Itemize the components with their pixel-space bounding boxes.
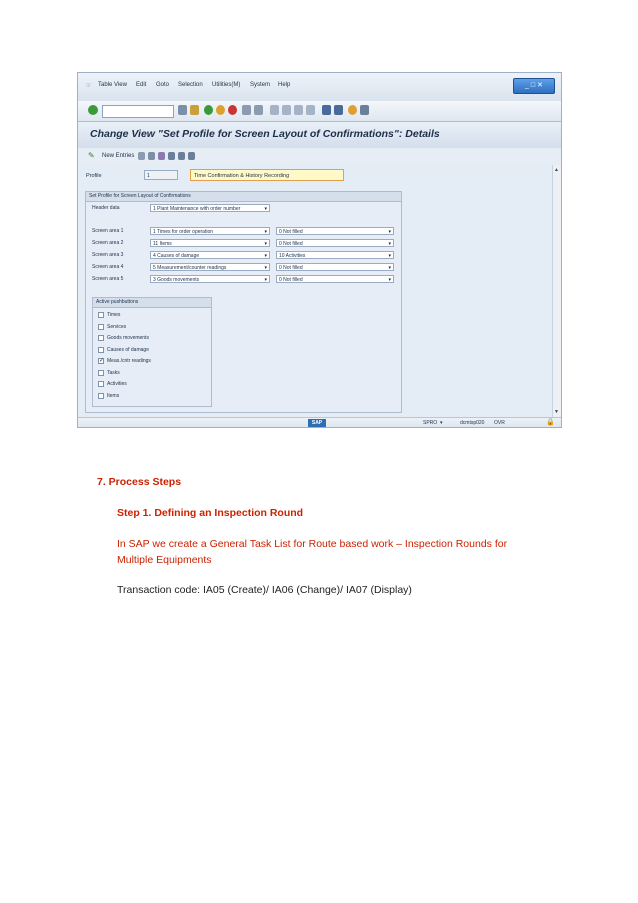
paragraph-line-2: Multiple Equipments [117,554,212,566]
checkbox-activities[interactable] [98,381,104,387]
step-heading: Step 1. Defining an Inspection Round [117,507,304,519]
screen-area-2-left-select[interactable]: 11 Items ▾ [150,239,270,247]
checkbox-meas-cntr-readings-label: Meas./cntr readings [107,358,151,364]
status-transaction: SPRO [423,420,438,426]
work-area [78,165,555,417]
scroll-down-icon[interactable]: ▼ [554,409,559,415]
exit-icon[interactable] [216,105,225,115]
checkbox-activities-label: Activities [107,381,127,387]
first-page-icon[interactable] [270,105,279,115]
menu-goto[interactable]: Goto [156,82,170,88]
header-data-label: Header data [92,205,120,211]
status-server: dcmtsp020 [460,420,485,426]
screen-area-3-left-select[interactable]: 4 Causes of damage ▾ [150,251,270,259]
checkbox-causes-of-damage[interactable] [98,347,104,353]
checkbox-goods-movements[interactable] [98,335,104,341]
prev-entry-icon[interactable] [168,152,175,160]
paragraph-line-1: In SAP we create a General Task List for Route based work – Inspection Rounds for [117,538,508,550]
screen-area-1-right-select[interactable]: 0 Not filled ▾ [276,227,394,235]
command-field[interactable] [102,105,174,118]
new-entries-icon[interactable]: ✎ [88,151,95,160]
undo-icon[interactable] [158,152,165,160]
menu-utilities[interactable]: Utilities(M) [212,82,241,88]
checkbox-goods-movements-label: Goods movements [107,335,149,341]
menu-help[interactable]: Help [278,82,291,88]
next-entry-icon[interactable] [178,152,185,160]
cancel-icon[interactable] [228,105,237,115]
scroll-up-icon[interactable]: ▲ [554,167,559,173]
status-dropdown-icon[interactable]: ▾ [440,420,443,426]
screen-area-3-label: Screen area 3 [92,252,124,258]
screen-title: Change View "Set Profile for Screen Layout of Confirmations": Details [90,128,440,140]
checkbox-items[interactable] [98,393,104,399]
active-pushbuttons-group [92,297,212,407]
menu-selection[interactable]: Selection [178,82,203,88]
profile-settings-group [85,191,402,413]
window-icon[interactable] [334,105,343,115]
delete-icon[interactable] [148,152,155,160]
menu-icon[interactable]: ☞ [86,83,92,89]
status-bar [78,417,561,428]
find-icon[interactable] [254,105,263,115]
checkbox-meas-cntr-readings[interactable]: ✓ [99,358,105,364]
status-mode: OVR [494,420,505,426]
checkbox-times[interactable] [98,312,104,318]
help-icon[interactable] [348,105,357,115]
sap-screenshot [77,72,562,428]
screen-area-5-left-select[interactable]: 3 Goods movements ▾ [150,275,270,283]
checkbox-services[interactable] [98,324,104,330]
enter-icon[interactable] [88,105,98,115]
vertical-scrollbar[interactable] [552,165,561,417]
save-icon[interactable] [178,105,187,115]
copy-icon[interactable] [138,152,145,160]
profile-description-field[interactable]: Time Confirmation & History Recording [190,169,344,181]
checkbox-causes-of-damage-label: Causes of damage [107,347,149,353]
system-toolbar [78,101,561,122]
screen-area-1-label: Screen area 1 [92,228,124,234]
menu-table-view[interactable]: Table View [98,82,127,88]
checkbox-tasks[interactable] [98,370,104,376]
last-page-icon[interactable] [306,105,315,115]
section-heading: 7. Process Steps [97,476,182,488]
screen-area-5-label: Screen area 5 [92,276,124,282]
screen-area-5-right-select[interactable]: 0 Not filled ▾ [276,275,394,283]
screen-area-4-left-select[interactable]: 5 Measurement/counter readings ▾ [150,263,270,271]
checkbox-times-label: Times [107,312,121,318]
header-data-select[interactable]: 1 Plant Maintenance with order number ▾ [150,204,270,212]
other-entry-icon[interactable] [188,152,195,160]
window-controls[interactable]: _ □ ✕ [513,78,555,94]
layout-icon[interactable] [322,105,331,115]
lock-icon: 🔒 [546,419,555,426]
menu-edit[interactable]: Edit [136,82,147,88]
screen-area-2-label: Screen area 2 [92,240,124,246]
print-icon[interactable] [242,105,251,115]
screen-area-2-right-select[interactable]: 0 Not filled ▾ [276,239,394,247]
active-pushbuttons-title: Active pushbuttons [93,298,211,308]
screen-area-3-right-select[interactable]: 10 Activities ▾ [276,251,394,259]
next-page-icon[interactable] [294,105,303,115]
screen-area-4-right-select[interactable]: 0 Not filled ▾ [276,263,394,271]
screen-area-1-left-select[interactable]: 1 Times for order operation ▾ [150,227,270,235]
screen-title-bar [78,122,561,149]
transaction-code-line: Transaction code: IA05 (Create)/ IA06 (Change)/ IA07 (Display) [117,584,412,596]
screen-area-4-label: Screen area 4 [92,264,124,270]
sap-logo: SAP [308,419,326,428]
menu-system[interactable]: System [250,82,271,88]
checkbox-tasks-label: Tasks [107,370,120,376]
customize-icon[interactable] [360,105,369,115]
application-toolbar [78,148,561,166]
profile-code-field: 1 [144,170,178,180]
prev-page-icon[interactable] [282,105,291,115]
profile-label: Profile [86,173,102,179]
checkbox-services-label: Services [107,324,127,330]
back-icon[interactable] [204,105,213,115]
new-entries-button[interactable]: New Entries [102,153,135,159]
profile-settings-group-title: Set Profile for Screen Layout of Confirmations [86,192,401,202]
menu-bar [78,73,561,102]
folder-icon[interactable] [190,105,199,115]
checkbox-items-label: Items [107,393,120,399]
